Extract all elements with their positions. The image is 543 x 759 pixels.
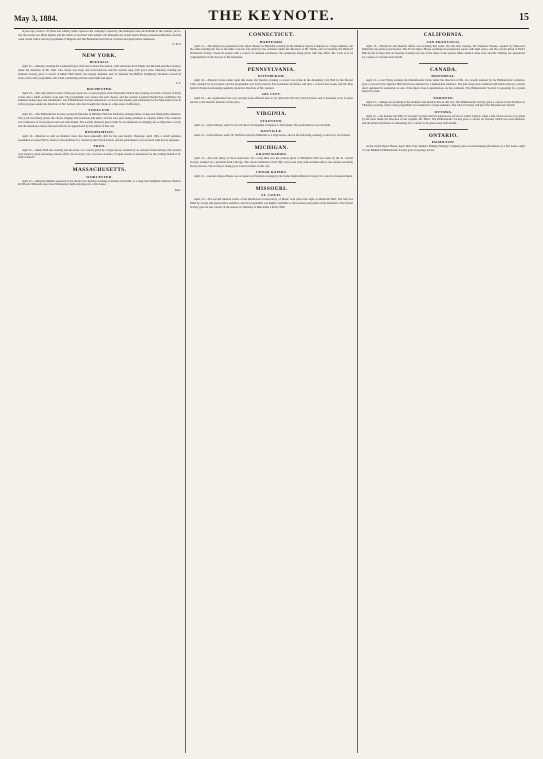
state-heading-pennsylvania: PENNSYLVANIA. xyxy=(247,66,296,73)
signature: Z. Z. xyxy=(175,80,181,85)
intro-paragraph: A year ago, when C. D. Hess was adding comic operas to his company's repertory, the managers were all doubtful of the venture, yet to-day the houses are filled nightly and the music is received with delight. On Thursday the Grand Opera House presented Maritana, and the week closed with a special programme of Mignon and The Bohemian Girl before crowded and appreciative audiences. xyxy=(18,30,181,41)
city-heading-danville: DANVILLE. xyxy=(260,129,283,133)
report-hamilton: At the Grand Opera House, April 16th, Tony Denier's Humpty Dumpty Company gave an entertaining performance to a fair house. April 21, the Hamilton Philharmonic Society gave its spring concert. xyxy=(362,144,525,152)
city-heading-toronto: TORONTO. xyxy=(432,95,455,100)
report-binghamton: April 22.—Musical as well as dramatic news has been unusually dull for the past month. Thursday, April 10th, a small audience assembled at Lester Hall to listen to the rendition of a cantata by the Choral Union, and the performance was received with hearty applause. xyxy=(18,133,181,142)
report-grand-rapids: April 21.—The best thing we have heard here for a long time was the concert given at Hartman's Hall last week by the St. Cecilia Society, assisted by a quartette from Chicago. The chorus numbered about fifty voices and sang with excellent effect, the soloists receiving hearty encores. The society is doing good work for music in this city. xyxy=(190,156,353,168)
report-cedar-rapids: April 21.—Greene's Opera House was occupied on Thursday evening by the Cedar Rapids Musical Society in a concert of unusual merit. xyxy=(194,174,353,178)
column-left xyxy=(14,30,186,753)
state-heading-california: CALIFORNIA. xyxy=(423,32,464,38)
report-ottawa: April 21.—On Sunday the 20th, St. George's Society held its anniversary service at Christ Church, when a fine choral service was given by the choir under the direction of the organist, Mr. Birch. The Philharmonic Society gave a concert on Tuesday which was well attended, and the Ottawa Orchestra is rehearsing for a concert to be given early next month. xyxy=(362,113,525,125)
signature: E. B. F. xyxy=(172,41,181,46)
state-heading-massachusetts: MASSACHUSETTS. xyxy=(72,167,127,174)
divider xyxy=(419,129,468,130)
divider xyxy=(247,182,296,183)
city-heading-syracuse: SYRACUSE. xyxy=(88,108,111,113)
city-heading-staunton: STAUNTON. xyxy=(260,118,283,123)
report-buffalo: April 21.—Monday evening the Liedertafel gave their last concert this season, with selections from Elijah, the Messiah and the Creation, under the direction of Mr. Jahn. The chorus was large and well balanced and the soloists sang with good taste. Thursday evening the Orpheus Society gave a concert at Music Hall which was largely attended, and on Saturday the Buffalo Symphony Orchestra closed its series with a fine programme, Mr. Lund conducting with his usual skill and spirit. xyxy=(18,64,181,80)
city-heading-oil-city: OIL CITY. xyxy=(261,91,282,96)
page-number: 15 xyxy=(519,12,529,23)
state-heading-canada: CANADA. xyxy=(429,66,458,73)
state-heading-new-york: NEW YORK. xyxy=(82,52,117,59)
masthead xyxy=(14,6,529,29)
city-heading-worcester: WORCESTER. xyxy=(86,174,113,179)
report-san-francisco: April 15.—Theatrical and musical affairs are booming this week. On and after Sunday, the Standard Theatre, opened by Emerson's Minstrels, has given good houses. The Tivoli Opera House continues its prosperous career with light opera, and the concert given at Platt's Hall by the Loring Club on Tuesday evening was one of the finest of the season. Mme. Annie Louise Cary and Mr. Whitney are announced for a series of concerts next month. xyxy=(362,43,525,59)
city-heading-cedar-rapids: CEDAR RAPIDS. xyxy=(255,170,288,174)
state-heading-connecticut: CONNECTICUT. xyxy=(248,32,295,38)
issue-date: May 3, 1884. xyxy=(14,14,58,23)
column-right xyxy=(358,30,529,753)
divider xyxy=(247,107,296,108)
report-worcester: April 21.—Margaret Mather appeared at the theatre last Tuesday evening, in Romeo and Juliet, to a large and delighted audience. Barlow & Wilson's Minstrels were here Wednesday night and played to a fair house. xyxy=(18,178,181,187)
divider xyxy=(247,63,296,64)
report-pittsburgh: April 22.—Musical circles rather quiet this week. On Tuesday evening a concert was given in the Allegheny City Hall by the Mozart Club, assisted by local talent, and the programme was well received. The Germania Orchestra will give a concert next week, and the May festival chorus is rehearsing regularly under the direction of Mr. Gernert. xyxy=(190,78,353,90)
report-hartford: April 21.—The Rajah was presented at the Opera House on Thursday evening by the Madison Square Company to a large audience. On the same evening the last of the dime concerts was given by the orchestra under the direction of Mr. Nettle, and on Saturday the Hartford Orchestral Society closed its season with a concert of unusual excellence, the symphony being given with fine effect. Mr. Cecil is to be congratulated on the success of his enterprise. xyxy=(190,43,353,59)
city-heading-binghamton: BINGHAMTON. xyxy=(84,129,115,134)
state-heading-virginia: VIRGINIA. xyxy=(256,111,287,118)
state-heading-ontario: ONTARIO. xyxy=(428,132,459,139)
divider xyxy=(247,141,296,142)
city-heading-troy: TROY. xyxy=(93,143,106,148)
city-heading-pittsburgh: PITTSBURGH. xyxy=(257,74,286,78)
city-heading-san-francisco: SAN FRANCISCO. xyxy=(426,39,461,44)
state-heading-michigan: MICHIGAN. xyxy=(254,144,289,151)
divider xyxy=(75,163,124,164)
column-middle xyxy=(186,30,358,753)
article-columns xyxy=(14,30,529,753)
report-troy: April 21.—Music Hall last evening was the scene of a concert given by a large chorus, assisted by an orchestra from Albany. The soloists were heard to great advantage and the affair was in every way a success. A series of organ recitals is announced for the coming month at St. Paul's Church. xyxy=(18,147,181,160)
city-heading-rochester: ROCHESTER. xyxy=(86,86,113,91)
city-heading-grand-rapids: GRAND RAPIDS. xyxy=(255,152,288,157)
report-oil-city: April 22.—An organization has very recently been effected here to be called the Oil City Choral Union, and it promises to be of great service to the musical interests of the place. xyxy=(190,95,353,104)
report-staunton: April 21.—Opera House, April 22 and 23, Rice's Evangeline Company to fair houses. The performance was excellent. xyxy=(194,122,331,127)
city-heading-hamilton: HAMILTON. xyxy=(431,140,456,145)
newspaper-title: THE KEYNOTE. xyxy=(208,8,335,24)
city-heading-montreal: MONTREAL. xyxy=(431,74,456,78)
state-heading-missouri: MISSOURI. xyxy=(255,185,288,192)
city-heading-st-louis: ST. LOUIS. xyxy=(261,193,282,198)
signature: Kate. xyxy=(174,187,181,192)
report-rochester: April 23.—The only musical event of the past week was a concert given at the Plymouth Church last evening, in which a chorus of thirty voices and a small orchestra took part. The programme was varied and well chosen, and the soloists acquitted themselves creditably, the audience being large and enthusiastic. The Philharmonic Society announces a concert next month, and rehearsals for the May festival are in active progress under the direction of Mr. Zeltner, who has brought the chorus to a fine state of efficiency. xyxy=(18,90,181,107)
report-montreal: April 21.—Last Friday evening the Mendelssohn Choir, under the direction of Mr. Jos. Gould, assisted by the Philharmonic orchestra, gave a concert in the Queen's Hall which was attended by a fashionable audience. The part songs were rendered with much delicacy, and the choir sustained its reputation as one of the finest choral organizations on the continent. The Philharmonic Society is preparing for a grand festival in June. xyxy=(362,78,525,94)
divider xyxy=(75,49,124,50)
city-heading-hartford: HARTFORD. xyxy=(259,39,284,44)
city-heading-ottawa: OTTAWA. xyxy=(434,109,453,114)
report-syracuse: April 22.—The Philharmonic Society produced Palestine in Baldwin Hall last Thursday evening before a large and fashionable audience. The work was finely given, the chorus singing with precision and spirit, and the solo parts being entrusted to capable artists. The orchestra was composed of local players and was well drilled. The society deserves great credit for its enterprise in bringing out so important a work, and the attendance shows that such efforts are appreciated by the public of this city. xyxy=(18,112,181,128)
divider xyxy=(419,63,468,64)
report-danville: April 21.—Opera House, April 18. Skiff & Gaylord's Minstrels to a large house, and on the following evening a concert by local talent. xyxy=(194,133,351,137)
city-heading-buffalo: BUFFALO. xyxy=(89,60,110,65)
report-st-louis: April 21.—The second musical soirée of the Beethoven Conservatory of Music took place last night at Memorial Hall. The hall was filled by a large and appreciative audience, and the programme was highly creditable to the teachers and pupils of the institution. The Choral Society gave its last concert of the season on Thursday at Mercantile Library Hall. xyxy=(190,197,353,209)
report-toronto: April 21.—Things are booming in the dramatic and musical line in this city. The Philharmonic Society gave a concert in the Pavilion on Thursday evening, when a fine programme was rendered to a large audience. The Choral Society will give The Messiah next month. xyxy=(362,99,525,108)
